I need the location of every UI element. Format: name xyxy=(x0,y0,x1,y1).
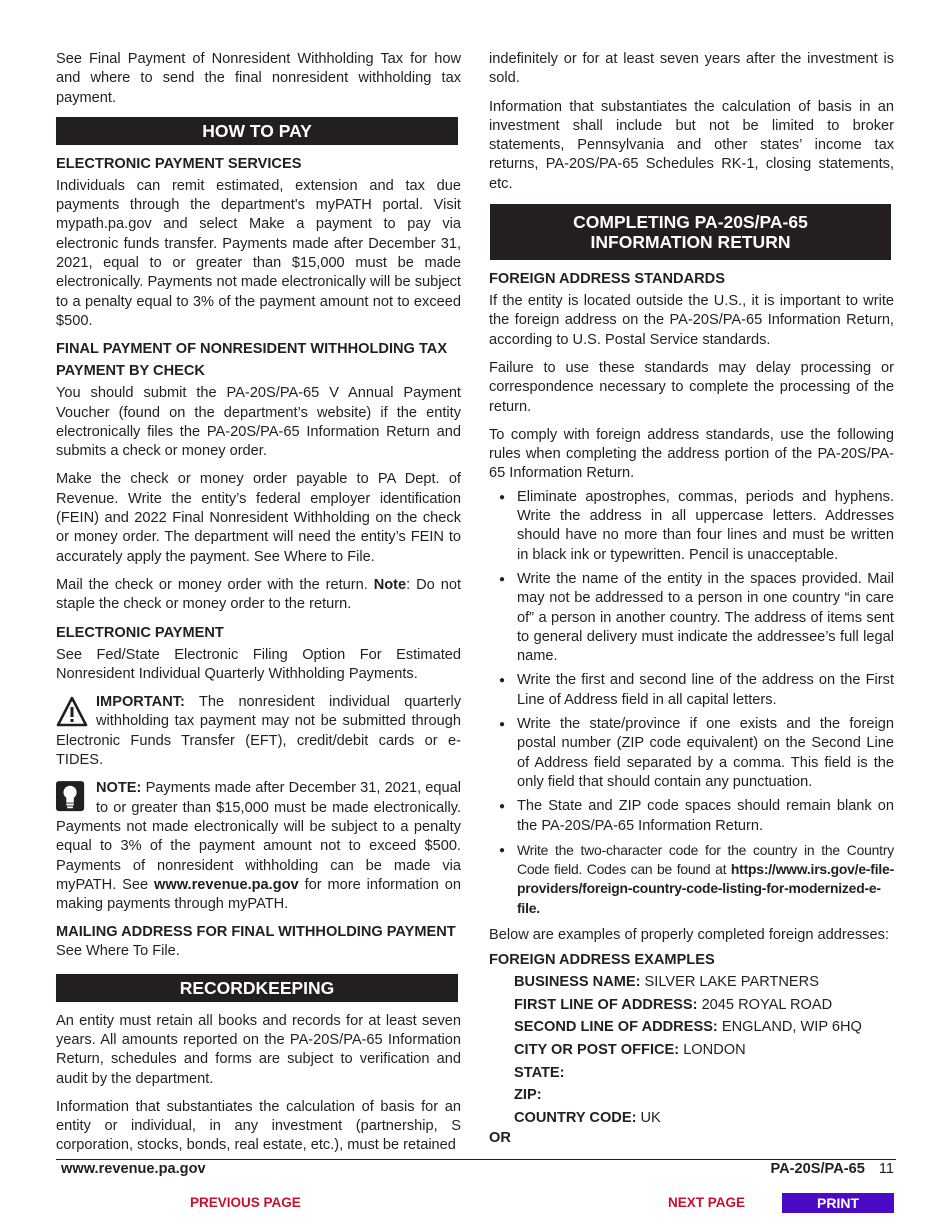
next-page-button[interactable]: NEXT PAGE xyxy=(668,1195,746,1210)
footer-divider xyxy=(56,1159,896,1160)
previous-page-button[interactable]: PREVIOUS PAGE xyxy=(190,1195,301,1210)
recordkeeping-paragraph-1: An entity must retain all books and records for at least seven years. All amounts reported on the PA-20S/PA-65 Information Return, schedules and forms are subject to verification and audit by the department. xyxy=(56,1012,461,1087)
list-item xyxy=(489,841,894,918)
mailing-address-text: See Where To File. xyxy=(56,943,180,960)
check-paragraph-3 xyxy=(56,576,461,615)
foreign-address-examples-heading: FOREIGN ADDRESS EXAMPLES xyxy=(489,952,715,969)
important-notice xyxy=(56,693,461,770)
check-paragraph-1: You should submit the PA-20S/PA-65 V Annual Payment Voucher (found on the department’s website) if the entity electronically files the PA-20S/PA-65 Information Return and submits a check or money order. xyxy=(56,385,461,460)
example-label: BUSINESS NAME: xyxy=(514,974,641,991)
completing-line-2: INFORMATION RETURN xyxy=(590,232,791,253)
example-label: COUNTRY CODE: xyxy=(514,1109,637,1126)
note-link[interactable]: www.revenue.pa.gov xyxy=(154,876,299,893)
example-label: SECOND LINE OF ADDRESS: xyxy=(514,1019,718,1036)
footer-website: www.revenue.pa.gov xyxy=(61,1161,206,1177)
mailing-address-heading: MAILING ADDRESS FOR FINAL WITHHOLDING PAYMENT xyxy=(56,924,456,941)
recordkeeping-banner: RECORDKEEPING xyxy=(56,974,458,1002)
print-button[interactable]: PRINT xyxy=(782,1193,894,1213)
list-item: ● The State and ZIP code spaces should remain blank on the PA-20S/PA-65 Information Return. xyxy=(489,797,894,836)
example-value: UK xyxy=(636,1109,661,1126)
recordkeeping-paragraph-2: Information that substantiates the calculation of basis for an entity or individual, in any investment (partnership, S corporation, stocks, bonds, real estate, etc.), must be retained xyxy=(56,1098,461,1154)
basis-text: Information that substantiates the calculation of basis in an investment shall include but not be limited to broker statements, Pennsylvania and other states’ income tax returns, PA-20S/PA-65 Schedules RK-1, closing statements, etc. xyxy=(489,98,894,192)
fas-paragraph-2: Failure to use these standards may delay processing or correspondence necessary to complete the processing of the return. xyxy=(489,359,894,415)
or-label: OR xyxy=(489,1130,511,1147)
list-item: ● Write the first and second line of the address on the First Line of Address field in all capital letters. xyxy=(489,671,894,710)
country-code-link[interactable]: https://www.irs.gov/e-file-providers/foreign-country-code-listing-for-modernized-e-file. xyxy=(517,861,894,916)
example-label: ZIP: xyxy=(514,1087,542,1104)
example-line xyxy=(489,971,894,994)
footer-form-name: PA-20S/PA-65 xyxy=(770,1161,865,1177)
page-number: 11 xyxy=(878,1161,894,1177)
list-item: ● Eliminate apostrophes, commas, periods and hyphens. Write the address in all uppercase letters. Addresses should have no more than four lines and must be written in black ink or typewritten. Pencil is unacceptable. xyxy=(489,488,894,565)
how-to-pay-banner: HOW TO PAY xyxy=(56,117,458,145)
example-line xyxy=(489,1084,894,1107)
payment-by-check-heading: PAYMENT BY CHECK xyxy=(56,363,205,380)
example-line xyxy=(489,994,894,1017)
lightbulb-icon xyxy=(56,781,86,813)
check-p3-a: Mail the check or money order with the return. xyxy=(56,576,374,593)
examples-intro: Below are examples of properly completed foreign addresses: xyxy=(489,926,889,943)
check-p3-b: : Do not staple the check or money order to the return. xyxy=(56,576,461,613)
example-line xyxy=(489,1062,894,1085)
warning-icon xyxy=(56,695,88,729)
bullet6-text: Write the two-character code for the country in the Country Code field. Codes can be found at xyxy=(517,841,894,878)
example-value: ENGLAND, WIP 6HQ xyxy=(717,1019,862,1036)
address-rules-list xyxy=(489,488,894,918)
important-label: IMPORTANT: xyxy=(96,694,185,711)
intro-text: See Final Payment of Nonresident Withholding Tax for how and where to send the final nonresident withholding tax payment. xyxy=(56,51,461,106)
note-text-b: for more information on making payments through myPATH. xyxy=(56,876,461,913)
important-text: The nonresident individual quarterly withholding tax payment may not be submitted through Electronic Funds Transfer (EFT), credit/debit cards or e-TIDES. xyxy=(56,694,461,769)
check-paragraph-2: Make the check or money order payable to PA Dept. of Revenue. Write the entity’s federal employer identification (FEIN) and 2022 Final Nonresident Withholding on the check or money order. The department will need the entity’s FEIN to accurately apply the payment. See Where to File. xyxy=(56,471,461,565)
note-label: NOTE: xyxy=(96,780,142,797)
eps-heading: ELECTRONIC PAYMENT SERVICES xyxy=(56,155,302,172)
eps-text: Individuals can remit estimated, extension and tax due payments through the department's myPATH portal. Visit mypath.pa.gov and select Make a payment to pay via electronic funds transfer. Payments made after December 31, 2021, equal to or greater than $15,000 must be made electronically. Payments not made electronically will be subject to a penalty equal to 3% of the payment amount not to exceed $500. xyxy=(56,177,461,329)
check-p3-note: Note xyxy=(373,576,407,593)
example-label: STATE: xyxy=(514,1064,565,1081)
final-payment-heading: FINAL PAYMENT OF NONRESIDENT WITHHOLDING TAX xyxy=(56,341,448,358)
left-column xyxy=(56,50,461,1165)
examples-list xyxy=(489,971,894,1129)
list-item: ● Write the name of the entity in the spaces provided. Mail may not be addressed to a person in one country “in care of” a person in another country. The address of items sent to general delivery must indicate the addressee’s full legal name. xyxy=(489,570,894,666)
note-notice xyxy=(56,779,461,914)
completing-line-1: COMPLETING PA-20S/PA-65 xyxy=(573,212,808,233)
completing-banner xyxy=(490,204,891,260)
example-value: 2045 ROYAL ROAD xyxy=(697,996,833,1013)
footer-form-page xyxy=(770,1161,894,1177)
example-value: LONDON xyxy=(679,1042,746,1059)
list-item: ● Write the state/province if one exists and the foreign postal number (ZIP code equivalent) on the Second Line of Address field separated by a comma. This field is the only field that should contain any punctuation. xyxy=(489,715,894,792)
example-line xyxy=(489,1039,894,1062)
electronic-payment-heading: ELECTRONIC PAYMENT xyxy=(56,624,224,641)
example-label: FIRST LINE OF ADDRESS: xyxy=(514,996,698,1013)
example-value: SILVER LAKE PARTNERS xyxy=(640,974,819,991)
fas-paragraph-3: To comply with foreign address standards, use the following rules when completing the address portion of the PA-20S/PA-65 Information Return. xyxy=(489,426,894,482)
example-line xyxy=(489,1016,894,1039)
continued-text: indefinitely or for at least seven years after the investment is sold. xyxy=(489,51,894,87)
right-column xyxy=(489,50,894,1151)
fas-paragraph-1: If the entity is located outside the U.S., it is important to write the foreign address on the PA-20S/PA-65 Information Return, according to U.S. Postal Service standards. xyxy=(489,293,894,348)
example-line xyxy=(489,1107,894,1130)
foreign-address-standards-heading: FOREIGN ADDRESS STANDARDS xyxy=(489,271,725,288)
example-label: CITY OR POST OFFICE: xyxy=(514,1042,680,1059)
electronic-payment-text: See Fed/State Electronic Filing Option For Estimated Nonresident Individual Quarterly Withholding Payments. xyxy=(56,646,461,682)
note-text-a: Payments made after December 31, 2021, equal to or greater than $15,000 must be made electronically. Payments not made electronically will be subject to a penalty equal to 3% of the payment amount not to exceed $500. Payments of nonresident withholding can be made via myPATH. See xyxy=(56,780,461,893)
